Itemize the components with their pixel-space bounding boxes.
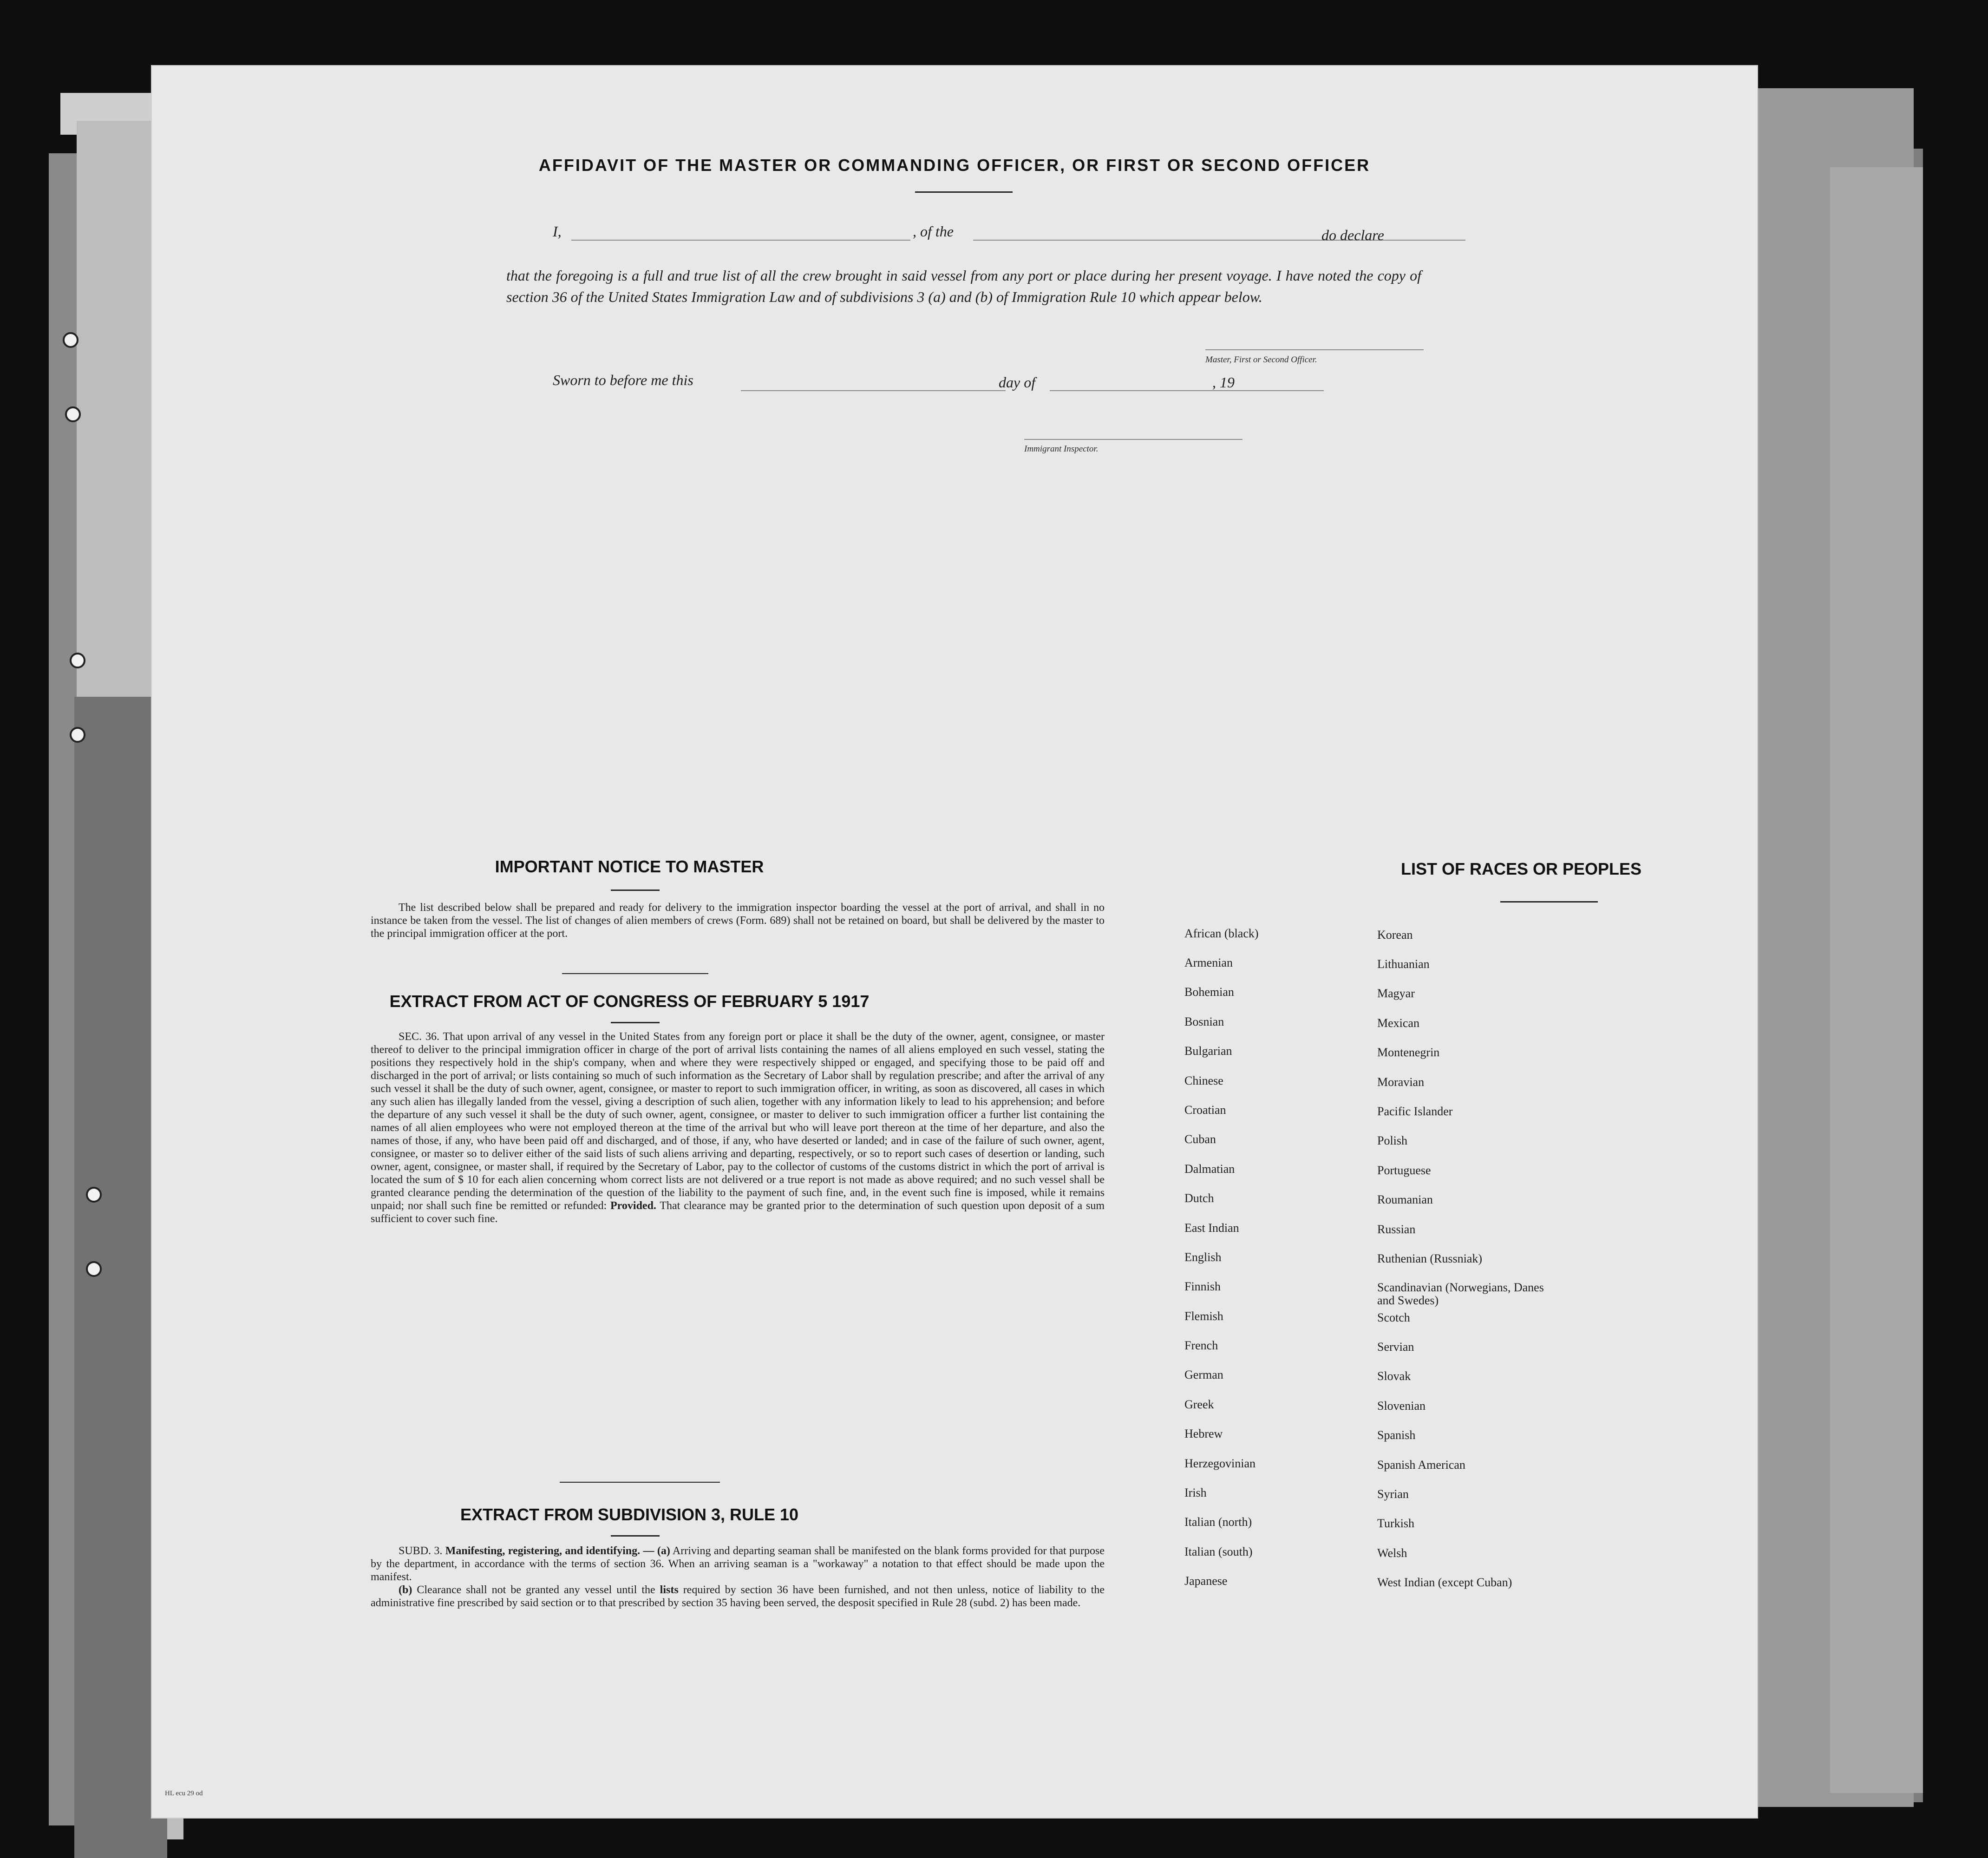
section-divider bbox=[562, 973, 708, 974]
binder-hole bbox=[70, 727, 85, 743]
race-item: Scandinavian (Norwegians, Danes and Swedes) bbox=[1377, 1281, 1544, 1307]
race-item: Bulgarian bbox=[1184, 1044, 1232, 1058]
binder-hole bbox=[65, 406, 81, 422]
race-item: French bbox=[1184, 1339, 1218, 1352]
subd-b-label: (b) bbox=[399, 1584, 412, 1596]
notice-divider bbox=[611, 890, 660, 891]
race-item: Russian bbox=[1377, 1223, 1416, 1236]
year-label: , 19 bbox=[1212, 374, 1235, 391]
sworn-day-blank bbox=[741, 390, 1006, 391]
race-item: Croatian bbox=[1184, 1103, 1226, 1117]
affidavit-of-the-label: , of the bbox=[913, 223, 954, 240]
form-code: HL ecu 29 od bbox=[165, 1790, 203, 1797]
race-item: Hebrew bbox=[1184, 1427, 1223, 1440]
race-item: Finnish bbox=[1184, 1280, 1221, 1293]
subd-b-lists: lists bbox=[660, 1584, 679, 1596]
binder-hole bbox=[86, 1261, 102, 1277]
races-title: LIST OF RACES OR PEOPLES bbox=[1400, 859, 1642, 878]
race-item: Scotch bbox=[1377, 1311, 1410, 1324]
rule10-divider bbox=[611, 1535, 660, 1537]
race-item: Dutch bbox=[1184, 1191, 1214, 1205]
binder-hole bbox=[86, 1187, 102, 1203]
section-divider bbox=[560, 1482, 720, 1483]
day-of-label: day of bbox=[999, 374, 1036, 391]
notice-text bbox=[371, 901, 1105, 940]
race-item: Moravian bbox=[1377, 1075, 1425, 1089]
affidavit-paragraph: that the foregoing is a full and true list of all the crew brought in said vessel from any port or place during her present voyage. I have noted the copy of section 36 of the United States Immigration Law and of subdivisions 3 (a) and (b) of Immigration Rule 10 which appear below. bbox=[506, 267, 1421, 305]
race-item: Montenegrin bbox=[1377, 1046, 1440, 1059]
race-item: Armenian bbox=[1184, 956, 1233, 969]
subd-label: SUBD. 3. bbox=[399, 1545, 443, 1557]
race-item: Chinese bbox=[1184, 1074, 1223, 1087]
race-item: Servian bbox=[1377, 1340, 1414, 1354]
race-item: Bohemian bbox=[1184, 985, 1234, 999]
subd-b-text-1: Clearance shall not be granted any vessel until the bbox=[417, 1584, 655, 1596]
name-blank bbox=[571, 240, 910, 241]
race-item: German bbox=[1184, 1368, 1223, 1381]
inspector-signature-line bbox=[1024, 439, 1242, 440]
sworn-label: Sworn to before me this bbox=[553, 372, 693, 388]
race-item: Greek bbox=[1184, 1398, 1214, 1411]
master-caption: Master, First or Second Officer. bbox=[1205, 355, 1317, 365]
stacked-page-right-3 bbox=[1830, 167, 1923, 1793]
vessel-blank bbox=[973, 240, 1465, 241]
race-item: Dalmatian bbox=[1184, 1162, 1235, 1176]
race-item: Roumanian bbox=[1377, 1193, 1433, 1206]
race-item: Lithuanian bbox=[1377, 957, 1430, 971]
act-title: EXTRACT FROM ACT OF CONGRESS OF FEBRUARY 5 1917 bbox=[389, 992, 870, 1011]
race-item: Flemish bbox=[1184, 1309, 1223, 1323]
notice-title: IMPORTANT NOTICE TO MASTER bbox=[495, 857, 764, 876]
race-item: Slovak bbox=[1377, 1369, 1411, 1383]
master-signature-line bbox=[1205, 349, 1424, 350]
affidavit-declare-label: do declare bbox=[1321, 227, 1384, 243]
race-item: Spanish American bbox=[1377, 1458, 1465, 1472]
act-text-body: SEC. 36. That upon arrival of any vessel in the United States from any foreign port or place it shall be the duty of the owner, agent, consignee, or master thereof to deliver to the principal immigration officer in charge of the port of arrival lists containing the names of all aliens employed en such vessel, stating the positions they respectively hold in the ship's company, when and where they were respectively shipped or engaged, and specifying those to be paid off and discharged in the port of arrival; or lists containing so much of such information as the Secretary of Labor shall by regulation prescribe; and after the arrival of any such vessel it shall be the duty of such owner, agent, consignee, or master to report to such immigration officer, in writing, as soon as discovered, all cases in which any such alien has illegally landed from the vessel, giving a description of such alien, together with any information likely to lead to his apprehension; and before the departure of any such vessel it shall be the duty of such owner, agent, consignee, or master to deliver to such immigration officer a further list containing the names of all alien employees who were not employed thereon at the time of the arrival but who will leave port thereon at the time of her departure, and also the names of those, if any, who have been paid off and discharged, and of those, if any, who have deserted or landed; and in case of the failure of such owner, agent, consignee, or master so to deliver either of the said lists of such aliens arriving and departing, respectively, or so to report such cases of desertion or landing, such owner, agent, consignee, or master shall, if required by the Secretary of Labor, pay to the collector of customs of the customs district in which the port of arrival is located the sum of $ 10 for each alien concerning whom correct lists are not delivered or a true report is not made as above required; and no such vessel shall be granted clearance pending the determination of the question of the liability to the payment of such fine, and, in the event such fine is imposed, while it remains unpaid; nor shall such fine be remitted or refunded: bbox=[371, 1031, 1105, 1212]
act-provided-label: Provided. bbox=[610, 1200, 656, 1212]
binder-hole bbox=[63, 332, 78, 348]
rule10-text bbox=[371, 1544, 1105, 1609]
subd-a-text: Arriving and departing seaman shall be manifested on the blank forms provided for that purpose by the department, in accordance with the terms of section 36. When an arriving seaman is a "workaway" a notation to that effect should be made upon the manifest. bbox=[371, 1545, 1105, 1583]
subd-b-text-2: required by section 36 have been furnished, and not then unless, notice of liability to the administrative fine prescribed by said section or to that prescribed by section 35 having been served, the desposit specified in Rule 28 (subd. 2) has been made. bbox=[371, 1584, 1105, 1609]
race-item: Irish bbox=[1184, 1486, 1207, 1499]
act-text bbox=[371, 1030, 1105, 1225]
race-item: Spanish bbox=[1377, 1428, 1416, 1442]
races-divider bbox=[1500, 901, 1598, 903]
race-item: Italian (north) bbox=[1184, 1515, 1252, 1529]
race-item: Syrian bbox=[1377, 1487, 1409, 1501]
inspector-caption: Immigrant Inspector. bbox=[1024, 444, 1099, 454]
race-item: Welsh bbox=[1377, 1546, 1407, 1560]
race-item: Korean bbox=[1377, 928, 1413, 942]
race-item: Italian (south) bbox=[1184, 1545, 1253, 1558]
act-divider bbox=[611, 1022, 660, 1023]
subd-heading: Manifesting, registering, and identifying. bbox=[445, 1545, 641, 1557]
race-item: Ruthenian (Russniak) bbox=[1377, 1252, 1483, 1265]
race-item: Herzegovinian bbox=[1184, 1457, 1256, 1470]
race-item: Turkish bbox=[1377, 1517, 1414, 1530]
race-item: Portuguese bbox=[1377, 1164, 1431, 1177]
binder-hole bbox=[70, 653, 85, 668]
affidavit-title: AFFIDAVIT OF THE MASTER OR COMMANDING OFFICER, OR FIRST OR SECOND OFFICER bbox=[538, 156, 1371, 175]
document-page bbox=[151, 65, 1758, 1819]
race-item: East Indian bbox=[1184, 1221, 1239, 1235]
act-text-end: That clearance may be granted prior to the determination of such question upon deposit of a sum sufficient to cover such fine. bbox=[371, 1200, 1105, 1225]
affidavit-i-label: I, bbox=[553, 223, 562, 240]
subd-a-label: — (a) bbox=[643, 1545, 670, 1557]
race-item: Magyar bbox=[1377, 987, 1415, 1000]
title-divider bbox=[915, 191, 1013, 193]
race-item: English bbox=[1184, 1250, 1222, 1264]
race-item: Polish bbox=[1377, 1134, 1408, 1147]
month-blank bbox=[1050, 390, 1324, 391]
race-item: Mexican bbox=[1377, 1016, 1419, 1030]
race-item: African (black) bbox=[1184, 927, 1259, 940]
race-item: Japanese bbox=[1184, 1574, 1228, 1588]
notice-text-body: The list described below shall be prepared and ready for delivery to the immigration inspector boarding the vessel at the port of arrival, and shall in no instance be taken from the vessel. The list of changes of alien members of crews (Form. 689) shall not be retained on board, but shall be delivered by the master to the principal immigration officer at the port. bbox=[371, 902, 1105, 940]
race-item: Slovenian bbox=[1377, 1399, 1426, 1413]
race-item: West Indian (except Cuban) bbox=[1377, 1576, 1512, 1589]
race-item: Pacific Islander bbox=[1377, 1105, 1453, 1118]
rule10-title: EXTRACT FROM SUBDIVISION 3, RULE 10 bbox=[460, 1505, 799, 1524]
race-item: Cuban bbox=[1184, 1132, 1216, 1146]
race-item: Bosnian bbox=[1184, 1015, 1224, 1028]
